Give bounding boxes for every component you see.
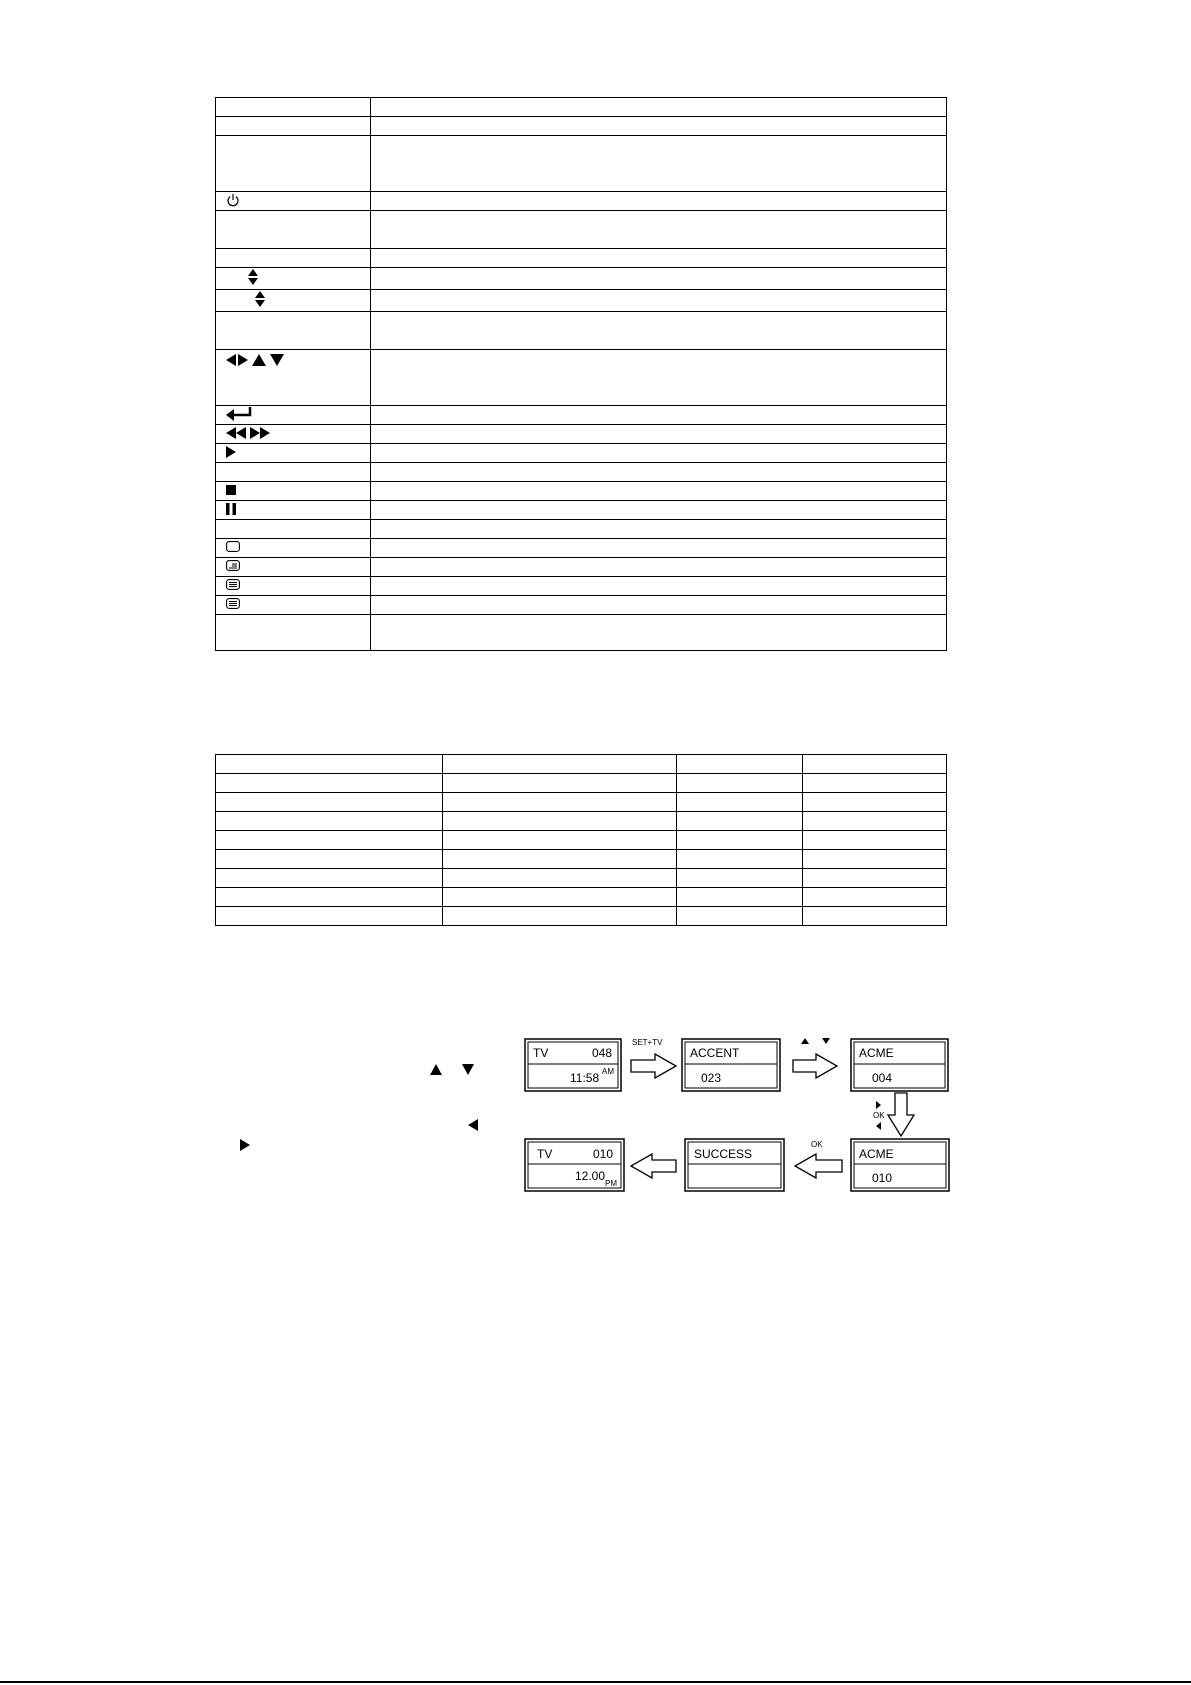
table-row <box>216 539 947 558</box>
table-row <box>216 888 947 907</box>
left-arrow-icon <box>876 1122 881 1130</box>
lcd-top: SUCCESS <box>694 1147 753 1161</box>
table-row <box>216 268 947 290</box>
lcd-top-left: TV <box>533 1046 549 1060</box>
arrow-label-ok: OK <box>873 1111 885 1120</box>
lcd-screen-4 <box>851 1139 949 1191</box>
table-row <box>216 136 947 192</box>
table-row <box>216 249 947 268</box>
table-row <box>216 406 947 425</box>
play-icon <box>226 446 236 461</box>
lcd-screen-6 <box>525 1139 624 1191</box>
table-row <box>216 793 947 812</box>
table-row <box>216 425 947 444</box>
codes-table <box>215 754 947 926</box>
table-row <box>216 850 947 869</box>
table-row <box>216 290 947 312</box>
teletext-icon <box>226 598 240 612</box>
setup-flow-diagram <box>200 1030 960 1195</box>
lcd-screen-2 <box>682 1039 780 1091</box>
up-down-icon <box>255 291 265 310</box>
arrow-down-icon <box>888 1093 914 1136</box>
arrow-left-icon <box>631 1154 676 1178</box>
lcd-screen-1 <box>525 1039 621 1091</box>
lcd-top-left: TV <box>537 1147 553 1161</box>
arrow-label-set-tv: SET+TV <box>632 1038 663 1047</box>
teletext-icon <box>226 560 240 574</box>
table-row <box>216 444 947 463</box>
tv-screen-icon <box>226 541 240 555</box>
lcd-top-right: 010 <box>593 1147 614 1161</box>
table-row <box>216 812 947 831</box>
key-functions-table <box>215 97 947 651</box>
power-icon <box>226 193 240 210</box>
lcd-top: ACCENT <box>690 1046 740 1060</box>
lcd-top-right: 048 <box>592 1046 613 1060</box>
navigation-arrows-icon <box>226 353 286 370</box>
table-row <box>216 577 947 596</box>
right-arrow-icon <box>876 1101 881 1109</box>
arrow-label-ok: OK <box>811 1140 823 1149</box>
arrow-right-icon <box>793 1054 837 1078</box>
lcd-screen-5 <box>685 1139 784 1191</box>
stop-icon <box>226 484 236 498</box>
table-row <box>216 192 947 211</box>
up-down-icon <box>248 269 258 288</box>
up-arrow-icon <box>801 1038 809 1044</box>
table-row <box>216 596 947 615</box>
lcd-bottom: 004 <box>872 1071 893 1085</box>
table-row <box>216 774 947 793</box>
arrow-left-icon <box>795 1154 842 1178</box>
table-row <box>216 350 947 406</box>
table-row <box>216 117 947 136</box>
table-row <box>216 907 947 926</box>
table-row <box>216 312 947 350</box>
table-row <box>216 869 947 888</box>
table-row <box>216 463 947 482</box>
table-row <box>216 558 947 577</box>
table-row <box>216 831 947 850</box>
table-row <box>216 520 947 539</box>
table-row <box>216 98 947 117</box>
pause-icon <box>226 503 236 518</box>
table-row <box>216 615 947 651</box>
lcd-top: ACME <box>859 1046 894 1060</box>
lcd-bottom-suffix: AM <box>602 1067 614 1076</box>
enter-return-icon <box>226 407 252 424</box>
lcd-bottom: 023 <box>701 1071 722 1085</box>
lcd-bottom: 11:58 <box>570 1071 600 1085</box>
arrow-right-icon <box>631 1054 676 1078</box>
rewind-fast-forward-icon <box>226 427 272 442</box>
lcd-bottom-suffix: PM <box>605 1179 617 1188</box>
lcd-bottom: 12.00 <box>575 1169 606 1183</box>
lcd-screen-3 <box>851 1039 948 1091</box>
lcd-bottom: 010 <box>872 1171 893 1185</box>
down-arrow-icon <box>822 1038 830 1044</box>
teletext-icon <box>226 579 240 593</box>
table-row <box>216 501 947 520</box>
table-row <box>216 755 947 774</box>
lcd-top: ACME <box>859 1147 894 1161</box>
table-row <box>216 211 947 249</box>
page-bottom-rule <box>0 1681 1191 1683</box>
table-row <box>216 482 947 501</box>
